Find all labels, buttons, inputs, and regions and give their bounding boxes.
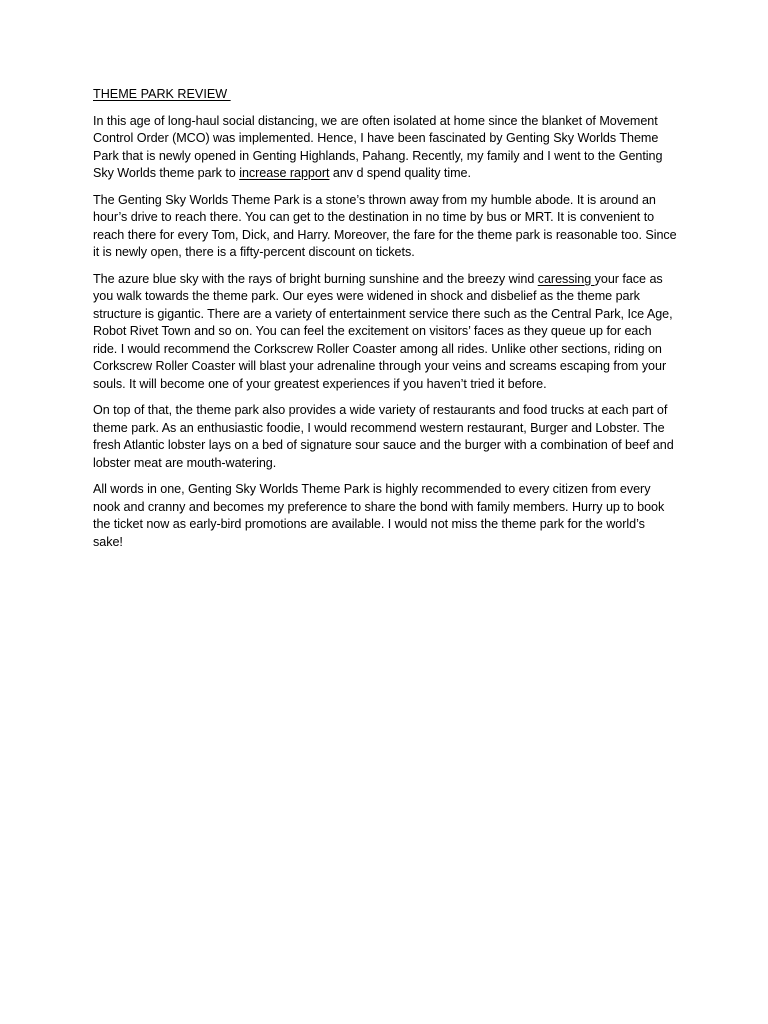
document-page bbox=[93, 86, 677, 560]
paragraph-food: On top of that, the theme park also provides a wide variety of restaurants and food trucks at each part of theme park. As an enthusiastic foodie, I would recommend western restaurant, Burger and Lobster. The fresh Atlantic lobster lays on a bed of signature sour sauce and the burger with a combination of beef and lobster meat are mouth-watering. bbox=[93, 403, 674, 470]
underlined-phrase-increase-rapport: increase rapport bbox=[239, 166, 330, 180]
paragraph-conclusion: All words in one, Genting Sky Worlds Theme Park is highly recommended to every citizen from every nook and cranny and becomes my preference to share the bond with family members. Hurry up to book the ticket now as early-bird promotions are available. I would not miss the theme park for the world’s sake! bbox=[93, 482, 665, 549]
paragraph-intro-end: anv d spend quality time. bbox=[329, 166, 471, 180]
paragraph-attractions-end: your face as you walk towards the theme park. Our eyes were widened in shock and disbelief as the theme park structure is gigantic. There are a variety of entertainment service there such as the Central Park, Ice Age, Robot Rivet Town and so on. You can feel the excitement on visitors’ faces as they queue up for each ride. I would recommend the Corkscrew Roller Coaster among all rides. Unlike other sections, riding on Corkscrew Roller Coaster will blast your adrenaline through your veins and screams escaping from your souls. It will become one of your greatest experiences if you haven’t tried it before. bbox=[93, 271, 673, 391]
underlined-word-caressing: caressing bbox=[537, 271, 595, 286]
document-title: THEME PARK REVIEW bbox=[93, 87, 231, 101]
paragraph-intro bbox=[93, 113, 677, 183]
paragraph-intro-text: In this age of long-haul social distancing, we are often isolated at home since the blanket of Movement Control Order (MCO) was implemented. Hence, I have been fascinated by Genting Sky Worlds Theme Park that is newly opened in Genting Highlands, Pahang. Recently, my family and I went to the Genting Sky Worlds theme park to bbox=[93, 113, 663, 180]
paragraph-attractions bbox=[93, 271, 677, 394]
paragraph-attractions-text: The azure blue sky with the rays of bright burning sunshine and the breezy wind bbox=[93, 271, 538, 286]
paragraph-location: The Genting Sky Worlds Theme Park is a stone’s thrown away from my humble abode. It is around an hour’s drive to reach there. You can get to the destination in no time by bus or MRT. It is convenient to reach there for every Tom, Dick, and Harry. Moreover, the fare for the theme park is reasonable too. Since it is newly open, there is a fifty-percent discount on tickets. bbox=[93, 192, 677, 259]
